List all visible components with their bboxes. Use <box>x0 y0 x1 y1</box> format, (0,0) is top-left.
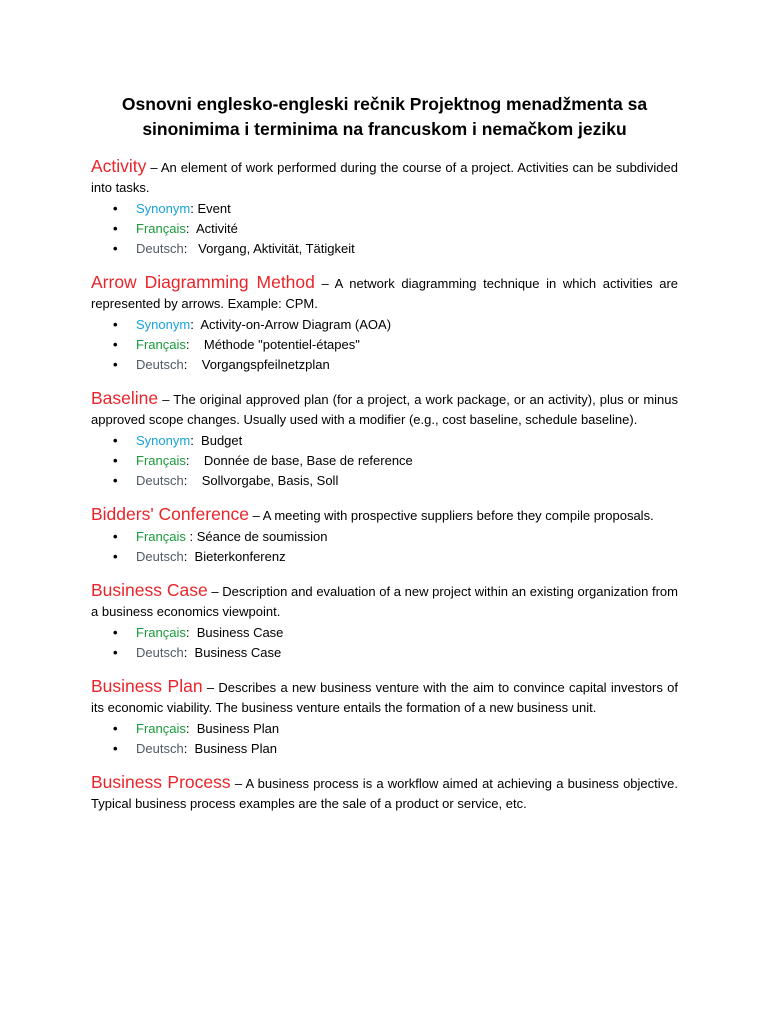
entry-term: Business Process <box>91 772 231 792</box>
entry-definition-paragraph <box>91 388 678 430</box>
bullet-icon: • <box>113 433 118 448</box>
glossary-entry <box>91 504 678 567</box>
translation-list <box>91 527 678 567</box>
entry-definition: – The original approved plan (for a project, a work package, or an activity), plus or minus approved scope changes. Usually used with a modifier (e.g., cost baseline, schedule baseline). <box>91 392 678 427</box>
translation-item-deutsch <box>91 547 678 567</box>
document-title <box>91 92 678 142</box>
translation-separator: : <box>190 433 202 448</box>
translation-value: Vorgangspfeilnetzplan <box>201 357 330 372</box>
bullet-icon: • <box>113 317 118 332</box>
translation-label: Français <box>136 625 186 640</box>
translation-separator: : <box>190 201 198 216</box>
translation-item-francais <box>91 451 678 471</box>
translation-separator: : <box>185 529 197 544</box>
translation-separator: : <box>183 357 202 372</box>
translation-separator: : <box>185 337 204 352</box>
translation-separator: : <box>185 453 204 468</box>
glossary-entry <box>91 676 678 759</box>
entry-definition: – An element of work performed during the course of a project. Activities can be subdivided into tasks. <box>91 160 678 195</box>
bullet-icon: • <box>113 357 118 372</box>
entry-definition-paragraph <box>91 272 678 314</box>
bullet-icon: • <box>113 645 118 660</box>
translation-value: Activity-on-Arrow Diagram (AOA) <box>200 317 392 332</box>
bullet-icon: • <box>113 201 118 216</box>
translation-item-deutsch <box>91 355 678 375</box>
translation-list <box>91 431 678 491</box>
translation-label: Deutsch <box>136 357 184 372</box>
glossary-entry <box>91 580 678 663</box>
translation-label: Français <box>136 529 186 544</box>
entry-definition-paragraph <box>91 504 678 526</box>
translation-value: Méthode "potentiel-étapes" <box>203 337 360 352</box>
translation-item-francais <box>91 719 678 739</box>
translation-separator: : <box>183 741 195 756</box>
translation-list <box>91 623 678 663</box>
translation-item-francais <box>91 527 678 547</box>
translation-separator: : <box>183 473 202 488</box>
translation-item-francais <box>91 623 678 643</box>
translation-item-synonym <box>91 431 678 451</box>
entry-definition-paragraph <box>91 676 678 718</box>
bullet-icon: • <box>113 453 118 468</box>
title-line-1: Osnovni englesko-engleski rečnik Projektnog menadžmenta sa <box>121 94 648 114</box>
bullet-icon: • <box>113 529 118 544</box>
entry-term: Arrow Diagramming Method <box>91 272 315 292</box>
translation-item-francais <box>91 219 678 239</box>
entry-definition: – A network diagramming technique in which activities are represented by arrows. Example: CPM. <box>91 276 678 311</box>
translation-label: Deutsch <box>136 473 184 488</box>
translation-value: Bieterkonferenz <box>194 549 286 564</box>
bullet-icon: • <box>113 741 118 756</box>
translation-value: Séance de soumission <box>196 529 328 544</box>
translation-list <box>91 199 678 259</box>
glossary-entry <box>91 272 678 375</box>
translation-separator: : <box>183 241 199 256</box>
entry-definition-paragraph <box>91 772 678 814</box>
translation-label: Deutsch <box>136 549 184 564</box>
bullet-icon: • <box>113 473 118 488</box>
glossary-entries <box>91 156 678 814</box>
translation-label: Synonym <box>136 201 191 216</box>
translation-value: Donnée de base, Base de reference <box>203 453 413 468</box>
translation-item-synonym <box>91 315 678 335</box>
translation-label: Français <box>136 453 186 468</box>
entry-definition: – A meeting with prospective suppliers before they compile proposals. <box>249 508 654 523</box>
entry-definition: – A business process is a workflow aimed at achieving a business objective. Typical business process examples are the sale of a product or service, etc. <box>91 776 678 811</box>
bullet-icon: • <box>113 241 118 256</box>
translation-value: Business Plan <box>196 721 280 736</box>
translation-value: Sollvorgabe, Basis, Soll <box>201 473 339 488</box>
translation-item-deutsch <box>91 739 678 759</box>
translation-separator: : <box>185 221 196 236</box>
translation-separator: : <box>190 317 201 332</box>
entry-term: Activity <box>91 156 147 176</box>
translation-separator: : <box>183 549 195 564</box>
translation-item-synonym <box>91 199 678 219</box>
translation-label: Français <box>136 221 186 236</box>
translation-item-deutsch <box>91 239 678 259</box>
glossary-entry <box>91 388 678 491</box>
translation-list <box>91 719 678 759</box>
entry-term: Baseline <box>91 388 159 408</box>
entry-term: Bidders' Conference <box>91 504 250 524</box>
entry-definition: – Describes a new business venture with the aim to convince capital investors of its economic viability. The business venture entails the formation of a new business unit. <box>91 680 678 715</box>
translation-list <box>91 315 678 375</box>
translation-label: Synonym <box>136 433 191 448</box>
translation-label: Deutsch <box>136 741 184 756</box>
document-page <box>91 92 678 827</box>
bullet-icon: • <box>113 549 118 564</box>
translation-value: Event <box>197 201 231 216</box>
entry-definition: – Description and evaluation of a new project within an existing organization from a business economics viewpoint. <box>91 584 678 619</box>
translation-item-francais <box>91 335 678 355</box>
bullet-icon: • <box>113 721 118 736</box>
translation-label: Deutsch <box>136 645 184 660</box>
entry-term: Business Plan <box>91 676 203 696</box>
translation-separator: : <box>183 645 195 660</box>
title-line-2: sinonimima i terminima na francuskom i nemačkom jeziku <box>142 119 627 139</box>
bullet-icon: • <box>113 221 118 236</box>
translation-separator: : <box>185 625 197 640</box>
translation-separator: : <box>185 721 197 736</box>
translation-item-deutsch <box>91 643 678 663</box>
translation-label: Français <box>136 721 186 736</box>
entry-definition-paragraph <box>91 580 678 622</box>
translation-label: Français <box>136 337 186 352</box>
translation-value: Business Plan <box>194 741 277 756</box>
glossary-entry <box>91 156 678 259</box>
bullet-icon: • <box>113 337 118 352</box>
translation-value: Business Case <box>194 645 282 660</box>
translation-label: Deutsch <box>136 241 184 256</box>
translation-value: Business Case <box>196 625 284 640</box>
glossary-entry <box>91 772 678 814</box>
translation-item-deutsch <box>91 471 678 491</box>
translation-value: Vorgang, Aktivität, Tätigkeit <box>198 241 355 256</box>
entry-definition-paragraph <box>91 156 678 198</box>
translation-value: Budget <box>201 433 243 448</box>
translation-value: Activité <box>195 221 238 236</box>
translation-label: Synonym <box>136 317 191 332</box>
bullet-icon: • <box>113 625 118 640</box>
entry-term: Business Case <box>91 580 208 600</box>
